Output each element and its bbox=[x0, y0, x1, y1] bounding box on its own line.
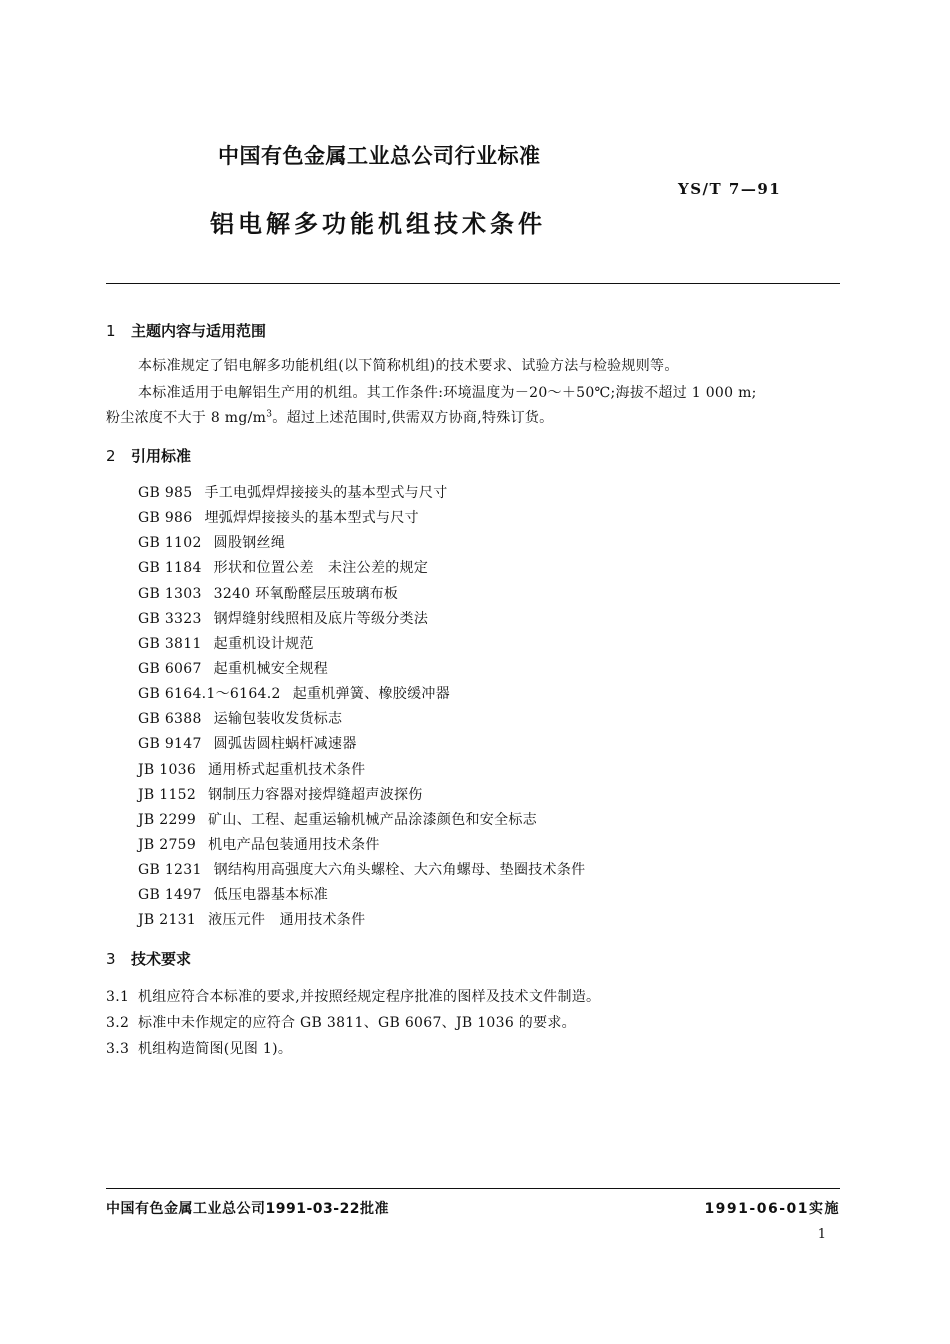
standard-title-ref: 通用桥式起重机技术条件 bbox=[208, 761, 366, 778]
standard-title-ref: 圆股钢丝绳 bbox=[213, 535, 286, 552]
standard-code-ref: GB 9147 bbox=[138, 736, 202, 753]
standard-title-ref: 钢制压力容器对接焊缝超声波探伤 bbox=[208, 786, 423, 803]
standard-list-item bbox=[138, 908, 585, 933]
section-1-paragraph-2: 本标准适用于电解铝生产用的机组。其工作条件:环境温度为－20～＋50℃;海拔不超过 1 000 m; bbox=[138, 385, 757, 401]
standard-list-item bbox=[138, 758, 585, 783]
standard-list-item bbox=[138, 858, 585, 883]
standard-title-ref: 低压电器基本标准 bbox=[213, 887, 329, 904]
section-1-paragraph-3-text: 粉尘浓度不大于 8 mg/m bbox=[106, 410, 267, 426]
standard-title-ref: 矿山、工程、起重运输机械产品涂漆颜色和安全标志 bbox=[208, 811, 537, 828]
standard-list-item bbox=[138, 657, 585, 682]
standard-list-item bbox=[138, 607, 585, 632]
standard-code-ref: GB 1303 bbox=[138, 585, 202, 602]
clause-3-1 bbox=[106, 986, 600, 1006]
standard-list-item bbox=[138, 506, 585, 531]
standard-list-item bbox=[138, 883, 585, 908]
standard-title-ref: 起重机械安全规程 bbox=[213, 660, 329, 677]
clause-3-3 bbox=[106, 1038, 292, 1058]
standard-title-ref: 起重机设计规范 bbox=[213, 635, 314, 652]
standard-title-ref: 起重机弹簧、橡胶缓冲器 bbox=[292, 686, 451, 703]
section-1-title: 主题内容与适用范围 bbox=[131, 322, 267, 340]
section-2-heading bbox=[106, 445, 191, 466]
standard-title-ref: 圆弧齿圆柱蜗杆减速器 bbox=[213, 736, 357, 753]
standard-code-ref: GB 986 bbox=[138, 510, 193, 527]
effective-date-line: 1991-06-01实施 bbox=[704, 1201, 840, 1217]
section-1-paragraph-1: 本标准规定了铝电解多功能机组(以下简称机组)的技术要求、试验方法与检验规则等。 bbox=[138, 358, 679, 374]
standard-title-ref: 液压元件 通用技术条件 bbox=[208, 912, 366, 929]
standard-list-item bbox=[138, 481, 585, 506]
standard-list-item bbox=[138, 556, 585, 581]
standard-code-ref: JB 1036 bbox=[138, 761, 197, 778]
header-divider bbox=[106, 283, 840, 284]
standard-code-ref: GB 3323 bbox=[138, 610, 202, 627]
approval-line: 中国有色金属工业总公司1991-03-22批准 bbox=[106, 1201, 390, 1217]
standard-code-ref: GB 3811 bbox=[138, 635, 202, 652]
standard-title-ref: 钢结构用高强度大六角头螺栓、大六角螺母、垫圈技术条件 bbox=[213, 862, 586, 879]
standard-code-ref: JB 2759 bbox=[138, 836, 197, 853]
standard-title-ref: 运输包装收发货标志 bbox=[213, 711, 343, 728]
standard-list-item bbox=[138, 682, 585, 707]
standard-list-item bbox=[138, 808, 585, 833]
clause-number: 3.2 bbox=[106, 1015, 130, 1031]
section-3-title: 技术要求 bbox=[131, 950, 192, 968]
clause-text: 机组构造简图(见图 1)。 bbox=[138, 1041, 293, 1057]
standard-code-ref: GB 6164.1～6164.2 bbox=[138, 686, 281, 703]
standard-title-ref: 形状和位置公差 未注公差的规定 bbox=[213, 560, 429, 577]
section-1-heading bbox=[106, 320, 266, 341]
document-title: 铝电解多功能机组技术条件 bbox=[210, 210, 546, 238]
standard-list-item bbox=[138, 531, 585, 556]
standard-title-ref: 3240 环氧酚醛层压玻璃布板 bbox=[213, 585, 399, 602]
standard-code-ref: GB 1102 bbox=[138, 535, 202, 552]
footer-divider bbox=[106, 1188, 840, 1189]
section-1-paragraph-3 bbox=[106, 407, 553, 427]
section-2-number: 2 bbox=[106, 447, 116, 465]
standard-list-item bbox=[138, 833, 585, 858]
standard-title-ref: 手工电弧焊焊接接头的基本型式与尺寸 bbox=[204, 485, 448, 501]
issuing-organization-title: 中国有色金属工业总公司行业标准 bbox=[218, 144, 541, 168]
section-1-paragraph-3-tail: 。超过上述范围时,供需双方协商,特殊订货。 bbox=[272, 410, 554, 426]
clause-number: 3.1 bbox=[106, 989, 130, 1005]
standard-code-ref: GB 1231 bbox=[138, 862, 202, 879]
section-3-heading bbox=[106, 948, 191, 969]
section-2-title: 引用标准 bbox=[131, 447, 192, 465]
clause-number: 3.3 bbox=[106, 1041, 130, 1057]
standard-list-item bbox=[138, 783, 585, 808]
standard-code-ref: GB 6067 bbox=[138, 660, 202, 677]
clause-text: 标准中未作规定的应符合 GB 3811、GB 6067、JB 1036 的要求。 bbox=[138, 1015, 576, 1031]
standard-code-ref: GB 6388 bbox=[138, 711, 202, 728]
page-number: 1 bbox=[817, 1227, 826, 1242]
standard-list-item bbox=[138, 707, 585, 732]
standard-code-ref: JB 1152 bbox=[138, 786, 197, 803]
standard-title-ref: 埋弧焊焊接接头的基本型式与尺寸 bbox=[204, 510, 419, 527]
standard-code-ref: GB 1497 bbox=[138, 887, 202, 904]
standard-code-ref: GB 1184 bbox=[138, 560, 202, 577]
referenced-standards-list bbox=[138, 481, 585, 934]
clause-3-2 bbox=[106, 1012, 576, 1032]
superscript-three: 3 bbox=[266, 409, 273, 420]
standard-list-item bbox=[138, 632, 585, 657]
standard-list-item bbox=[138, 582, 585, 607]
standard-list-item bbox=[138, 732, 585, 757]
standard-code-ref: JB 2131 bbox=[138, 912, 197, 929]
clause-text: 机组应符合本标准的要求,并按照经规定程序批准的图样及技术文件制造。 bbox=[138, 989, 601, 1005]
section-1-number: 1 bbox=[106, 322, 116, 340]
standard-title-ref: 钢焊缝射线照相及底片等级分类法 bbox=[213, 610, 429, 627]
section-3-number: 3 bbox=[106, 950, 116, 968]
standard-code-ref: JB 2299 bbox=[138, 811, 197, 828]
standard-code-ref: GB 985 bbox=[138, 485, 193, 501]
standard-code: YS/T 7—91 bbox=[678, 180, 782, 198]
standard-title-ref: 机电产品包装通用技术条件 bbox=[208, 836, 380, 853]
